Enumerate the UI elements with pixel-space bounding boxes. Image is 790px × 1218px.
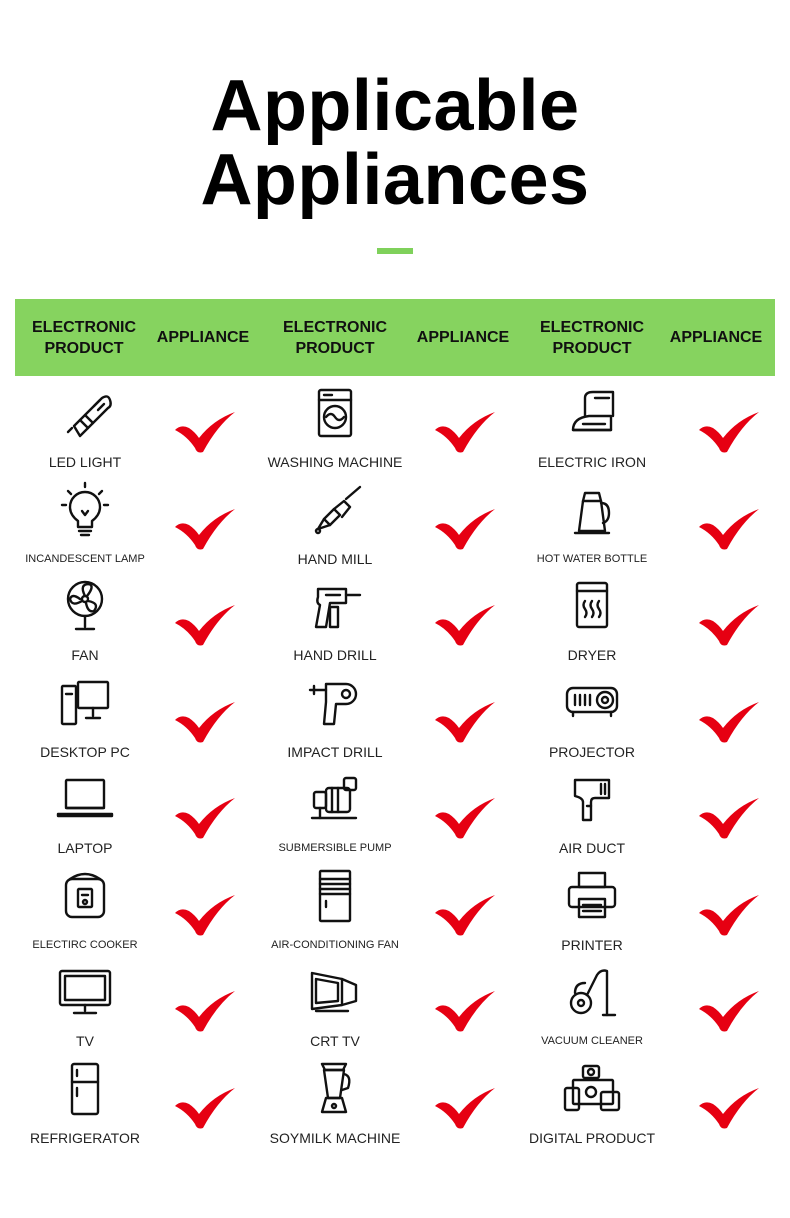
title-line-2: Appliances <box>200 140 590 220</box>
crt-tv-icon <box>265 963 405 1021</box>
product-cell <box>522 481 662 577</box>
product-cell <box>522 963 662 1059</box>
soymilk-machine-icon <box>265 1060 405 1118</box>
header-appliance-3: APPLIANCE <box>669 329 763 346</box>
product-label: HAND DRILL <box>293 647 377 663</box>
check-mark-icon <box>697 893 761 937</box>
product-label: AIR-CONDITIONING FAN <box>271 938 399 951</box>
product-label: SUBMERSIBLE PUMP <box>278 842 392 854</box>
product-label: SOYMILK MACHINE <box>269 1129 401 1146</box>
header-electronic-product-2: ELECTRONIC PRODUCT <box>283 318 387 357</box>
check-mark-icon <box>433 796 497 840</box>
submersible-pump-icon <box>265 770 405 828</box>
product-label: IMPACT DRILL <box>287 743 383 760</box>
impact-drill-icon <box>265 674 405 732</box>
product-cell <box>265 1060 405 1156</box>
product-cell <box>522 577 662 673</box>
product-cell <box>265 481 405 577</box>
product-cell <box>17 384 153 480</box>
check-mark-icon <box>173 603 237 647</box>
printer-icon <box>522 867 662 925</box>
product-cell <box>265 963 405 1059</box>
electric-cooker-icon <box>17 867 153 925</box>
header-appliance-1: APPLIANCE <box>156 329 250 346</box>
product-cell <box>522 384 662 480</box>
check-mark-icon <box>697 796 761 840</box>
product-label: ELECTIRC COOKER <box>32 938 138 951</box>
hot-water-bottle-icon <box>522 481 662 539</box>
check-mark-icon <box>433 700 497 744</box>
check-mark-icon <box>433 410 497 454</box>
desktop-pc-icon <box>17 674 153 732</box>
hand-mill-icon <box>265 481 405 539</box>
product-cell <box>17 481 153 577</box>
product-cell <box>265 674 405 770</box>
tv-icon <box>17 963 153 1021</box>
check-mark-icon <box>433 603 497 647</box>
check-mark-icon <box>433 1086 497 1130</box>
product-cell <box>522 867 662 963</box>
product-label: WASHING MACHINE <box>267 454 403 470</box>
vacuum-cleaner-icon <box>522 963 662 1021</box>
product-label: PRINTER <box>561 936 623 953</box>
header-electronic-product-1: ELECTRONIC PRODUCT <box>32 318 136 357</box>
product-cell <box>522 674 662 770</box>
product-cell <box>17 674 153 770</box>
check-mark-icon <box>697 603 761 647</box>
accent-bar <box>377 248 413 254</box>
table-row <box>15 867 775 963</box>
check-mark-icon <box>433 989 497 1033</box>
product-cell <box>17 963 153 1059</box>
product-cell <box>522 770 662 866</box>
title-line-1: Applicable <box>210 66 580 146</box>
product-cell <box>522 1060 662 1156</box>
check-mark-icon <box>173 796 237 840</box>
electric-iron-icon <box>522 384 662 442</box>
washing-machine-icon <box>265 384 405 442</box>
product-cell <box>265 867 405 963</box>
product-label: REFRIGERATOR <box>30 1129 140 1146</box>
table-row <box>15 674 775 770</box>
check-mark-icon <box>697 700 761 744</box>
product-label: DIGITAL PRODUCT <box>528 1129 655 1146</box>
projector-icon <box>522 674 662 732</box>
product-cell <box>17 770 153 866</box>
product-label: DRYER <box>567 647 617 663</box>
laptop-icon <box>17 770 153 828</box>
check-mark-icon <box>697 507 761 551</box>
product-label: HAND MILL <box>297 550 373 567</box>
air-conditioning-fan-icon <box>265 867 405 925</box>
product-label: HOT WATER BOTTLE <box>536 552 648 565</box>
product-cell <box>17 577 153 673</box>
check-mark-icon <box>697 989 761 1033</box>
product-cell <box>265 770 405 866</box>
dryer-icon <box>522 577 662 635</box>
led-light-icon <box>17 384 153 442</box>
incandescent-lamp-icon <box>17 481 153 539</box>
check-mark-icon <box>173 410 237 454</box>
refrigerator-icon <box>17 1060 153 1118</box>
header-electronic-product-3: ELECTRONIC PRODUCT <box>540 318 644 357</box>
header-appliance-2: APPLIANCE <box>416 329 510 346</box>
product-label: LED LIGHT <box>48 454 122 470</box>
product-cell <box>17 867 153 963</box>
page-title <box>0 66 790 220</box>
product-label: TV <box>76 1033 94 1049</box>
product-label: ELECTRIC IRON <box>537 454 647 470</box>
hand-drill-icon <box>265 577 405 635</box>
product-label: LAPTOP <box>57 840 113 856</box>
product-cell <box>265 577 405 673</box>
table-row <box>15 1060 775 1156</box>
product-label: PROJECTOR <box>548 743 636 760</box>
table-row <box>15 963 775 1059</box>
check-mark-icon <box>173 989 237 1033</box>
table-row <box>15 481 775 577</box>
table-row <box>15 770 775 866</box>
check-mark-icon <box>173 507 237 551</box>
product-label: VACUUM CLEANER <box>541 1035 643 1047</box>
product-label: FAN <box>71 647 99 663</box>
check-mark-icon <box>433 507 497 551</box>
product-cell <box>265 384 405 480</box>
table-row <box>15 577 775 673</box>
digital-product-icon <box>522 1060 662 1118</box>
check-mark-icon <box>433 893 497 937</box>
check-mark-icon <box>697 1086 761 1130</box>
check-mark-icon <box>173 1086 237 1130</box>
check-mark-icon <box>173 893 237 937</box>
product-label: AIR DUCT <box>558 840 626 856</box>
table-row <box>15 384 775 480</box>
table-header <box>15 299 775 376</box>
product-label: DESKTOP PC <box>40 743 130 760</box>
product-label: CRT TV <box>310 1033 360 1049</box>
fan-icon <box>17 577 153 635</box>
air-duct-icon <box>522 770 662 828</box>
check-mark-icon <box>697 410 761 454</box>
product-cell <box>17 1060 153 1156</box>
check-mark-icon <box>173 700 237 744</box>
product-label: INCANDESCENT LAMP <box>25 552 145 565</box>
